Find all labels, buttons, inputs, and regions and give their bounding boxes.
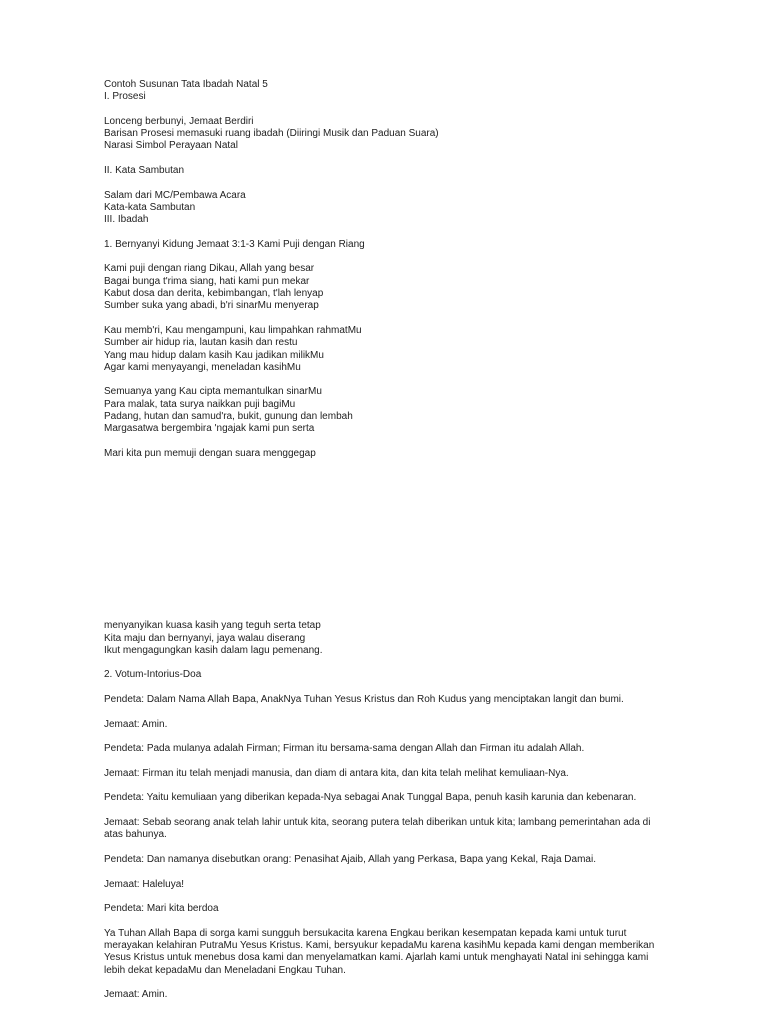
text-block-bottom xyxy=(104,608,664,1002)
heading-ibadah: III. Ibadah xyxy=(104,214,149,226)
text-line xyxy=(104,608,664,620)
text-line xyxy=(104,682,664,694)
text-line xyxy=(104,780,664,792)
text-line xyxy=(104,915,664,927)
text-line xyxy=(104,436,664,448)
text-line xyxy=(104,227,664,239)
text-line xyxy=(104,706,664,718)
heading-prosesi: I. Prosesi xyxy=(104,91,146,103)
lyric-line: Padang, hutan dan samud'ra, bukit, gunung dan lembah xyxy=(104,411,353,423)
lyric-line: Kabut dosa dan derita, kebimbangan, t'lah lenyap xyxy=(104,288,324,300)
prayer-paragraph: Ya Tuhan Allah Bapa di sorga kami sungguh bersukacita karena Engkau berikan kesempatan kepada kami untuk turut merayakan kelahiran PutraMu Yesus Kristus. Kami, bersyukur kepadaMu karena kasihMu kepada kami dengan memberikan Yesus Kristus untuk menebus dosa kami dan menyelamatkan kami. Ajarlah kami untuk menghayati Natal ini sehingga kami lebih dekat kepadaMu dan Meneladani Engkau Tuhan. xyxy=(104,927,655,976)
text-line xyxy=(104,842,664,854)
text-line xyxy=(104,104,664,116)
lyric-line: Kami puji dengan riang Dikau, Allah yang besar xyxy=(104,263,315,275)
liturgy-line: Pendeta: Dalam Nama Allah Bapa, AnakNya Tuhan Yesus Kristus dan Roh Kudus yang menciptakan langit dan bumi. xyxy=(104,694,624,706)
liturgy-line: Jemaat: Firman itu telah menjadi manusia, dan diam di antara kita, dan kita telah melihat kemuliaan-Nya. xyxy=(104,767,569,779)
text-block-top xyxy=(104,79,664,460)
text-line: Salam dari MC/Pembawa Acara xyxy=(104,189,246,201)
text-line: Barisan Prosesi memasuki ruang ibadah (Diiringi Musik dan Paduan Suara) xyxy=(104,128,439,140)
liturgy-line: Jemaat: Sebab seorang anak telah lahir untuk kita, seorang putera telah diberikan untuk kita; lambang pemerintahan ada di atas bahunya. xyxy=(104,817,651,841)
liturgy-line: Pendeta: Dan namanya disebutkan orang: Penasihat Ajaib, Allah yang Perkasa, Bapa yang Kekal, Raja Damai. xyxy=(104,853,596,865)
text-line xyxy=(104,177,664,189)
lyric-line: Agar kami menyayangi, meneladan kasihMu xyxy=(104,361,301,373)
liturgy-line: Pendeta: Yaitu kemuliaan yang diberikan kepada-Nya sebagai Anak Tunggal Bapa, penuh kasih karunia dan kebenaran. xyxy=(104,792,637,804)
text-line xyxy=(104,251,664,263)
heading-kata-sambutan: II. Kata Sambutan xyxy=(104,165,185,177)
text-line xyxy=(104,756,664,768)
lyric-line: Yang mau hidup dalam kasih Kau jadikan milikMu xyxy=(104,349,324,361)
lyric-line: Sumber air hidup ria, lautan kasih dan restu xyxy=(104,337,298,349)
text-line xyxy=(104,657,664,669)
text-line xyxy=(104,731,664,743)
text-line xyxy=(104,977,664,989)
liturgy-line: Jemaat: Haleluya! xyxy=(104,878,185,890)
lyric-line: Ikut mengagungkan kasih dalam lagu pemenang. xyxy=(104,644,323,656)
lyric-line: Kita maju dan bernyanyi, jaya walau diserang xyxy=(104,632,306,644)
text-line xyxy=(104,313,664,325)
lyric-line: Mari kita pun memuji dengan suara menggegap xyxy=(104,447,316,459)
text-line: Narasi Simbol Perayaan Natal xyxy=(104,140,238,152)
heading-votum: 2. Votum-Intorius-Doa xyxy=(104,669,202,681)
lyric-line: Margasatwa bergembira 'ngajak kami pun serta xyxy=(104,423,315,435)
text-line xyxy=(104,891,664,903)
text-line xyxy=(104,805,664,817)
text-line: Kata-kata Sambutan xyxy=(104,201,196,213)
text-line xyxy=(104,866,664,878)
lyric-line: Sumber suka yang abadi, b'ri sinarMu menyerap xyxy=(104,300,319,312)
text-line: Lonceng berbunyi, Jemaat Berdiri xyxy=(104,115,254,127)
doc-title: Contoh Susunan Tata Ibadah Natal 5 xyxy=(104,79,268,90)
liturgy-line: Pendeta: Pada mulanya adalah Firman; Firman itu bersama-sama dengan Allah dan Firman itu adalah Allah. xyxy=(104,743,585,755)
lyric-line: Semuanya yang Kau cipta memantulkan sinarMu xyxy=(104,386,322,398)
text-line xyxy=(104,374,664,386)
song-title: 1. Bernyanyi Kidung Jemaat 3:1-3 Kami Puji dengan Riang xyxy=(104,238,365,250)
lyric-line: menyanyikan kuasa kasih yang teguh serta tetap xyxy=(104,620,321,632)
lyric-line: Para malak, tata surya naikkan puji bagiMu xyxy=(104,398,296,410)
liturgy-line: Jemaat: Amin. xyxy=(104,718,168,730)
liturgy-line: Pendeta: Mari kita berdoa xyxy=(104,903,219,915)
text-line xyxy=(104,153,664,165)
liturgy-line: Jemaat: Amin. xyxy=(104,989,168,1001)
lyric-line: Bagai bunga t'rima siang, hati kami pun mekar xyxy=(104,275,310,287)
lyric-line: Kau memb'ri, Kau mengampuni, kau limpahkan rahmatMu xyxy=(104,324,362,336)
